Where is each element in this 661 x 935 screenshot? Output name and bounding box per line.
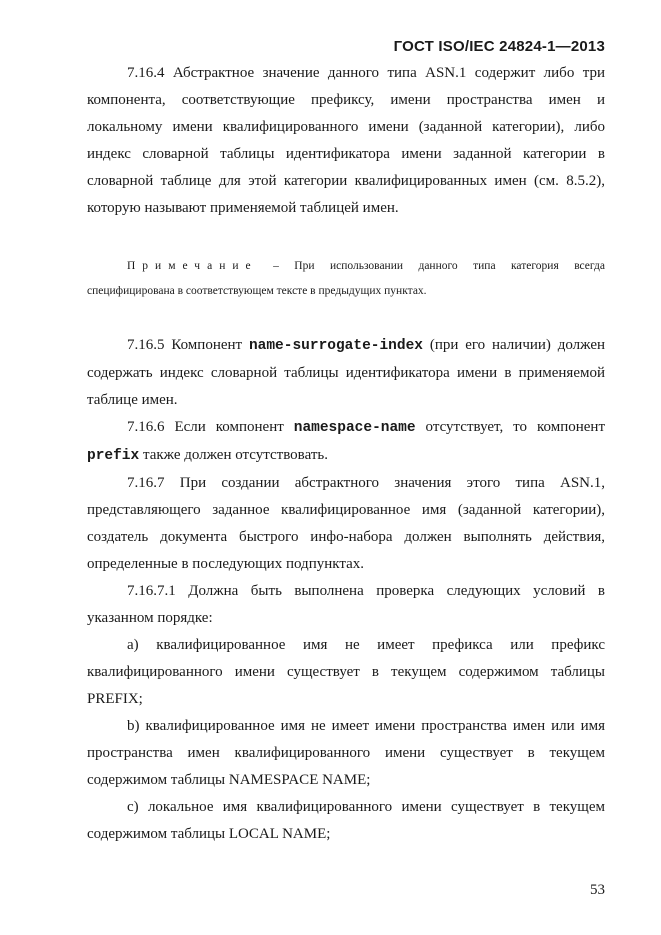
clause-7-16-6-mid: отсутствует, то компонент	[425, 419, 606, 435]
document-body	[87, 60, 605, 848]
clause-7-16-5-tail: (при его наличии) должен содержать индекс словарной таблицы идентификатора имени в применяемой таблице имен.	[87, 337, 606, 408]
clause-7-16-6-tail: также должен отсутствовать.	[142, 447, 328, 463]
standard-header: ГОСТ ISO/IEC 24824-1—2013	[393, 38, 605, 55]
list-item-a: a) квалифицированное имя не имеет префикса или префикс квалифицированного имени существует в текущем содержимом таблицы PREFIX;	[87, 637, 605, 707]
list-item-b: b) квалифицированное имя не имеет имени пространства имен или имя пространства имен квалифицированного имени существует в текущем содержимом таблицы NAMESPACE NAME;	[87, 718, 605, 788]
clause-7-16-4: 7.16.4 Абстрактное значение данного типа ASN.1 содержит либо три компонента, соответствующие префиксу, имени пространства имен и локальному имени квалифицированного имени (заданной категории), либо индекс словарной таблицы идентификатора имени заданной категории в словарной таблице для этой категории квалифицированных имен (см. 8.5.2), которую называют применяемой таблицей имен.	[87, 65, 605, 216]
note-text: – При использовании данного типа категория всегда специфицирована в соответствующем тексте в предыдущих пунктах.	[87, 260, 606, 297]
list-item-c: c) локальное имя квалифицированного имени существует в текущем содержимом таблицы LOCAL NAME;	[87, 799, 605, 842]
clause-7-16-7: 7.16.7 При создании абстрактного значения этого типа ASN.1, представляющего заданное квалифицированное имя (заданной категории), создатель документа быстрого инфо-набора должен выполнять действия, определенные в последующих подпунктах.	[87, 475, 605, 572]
clause-7-16-6-lead: 7.16.6 Если компонент	[127, 419, 284, 435]
code-name-surrogate-index: name-surrogate-index	[248, 338, 423, 354]
clause-7-16-6	[87, 414, 605, 470]
clause-7-16-5-lead: 7.16.5 Компонент	[127, 337, 243, 353]
code-prefix: prefix	[87, 448, 140, 464]
clause-7-16-7-1: 7.16.7.1 Должна быть выполнена проверка следующих условий в указанном порядке:	[87, 583, 605, 626]
code-namespace-name: namespace-name	[293, 420, 416, 436]
note-label: Примечание	[127, 260, 258, 272]
page-number: 53	[590, 882, 605, 898]
note-block	[87, 254, 605, 304]
clause-7-16-5	[87, 332, 605, 414]
